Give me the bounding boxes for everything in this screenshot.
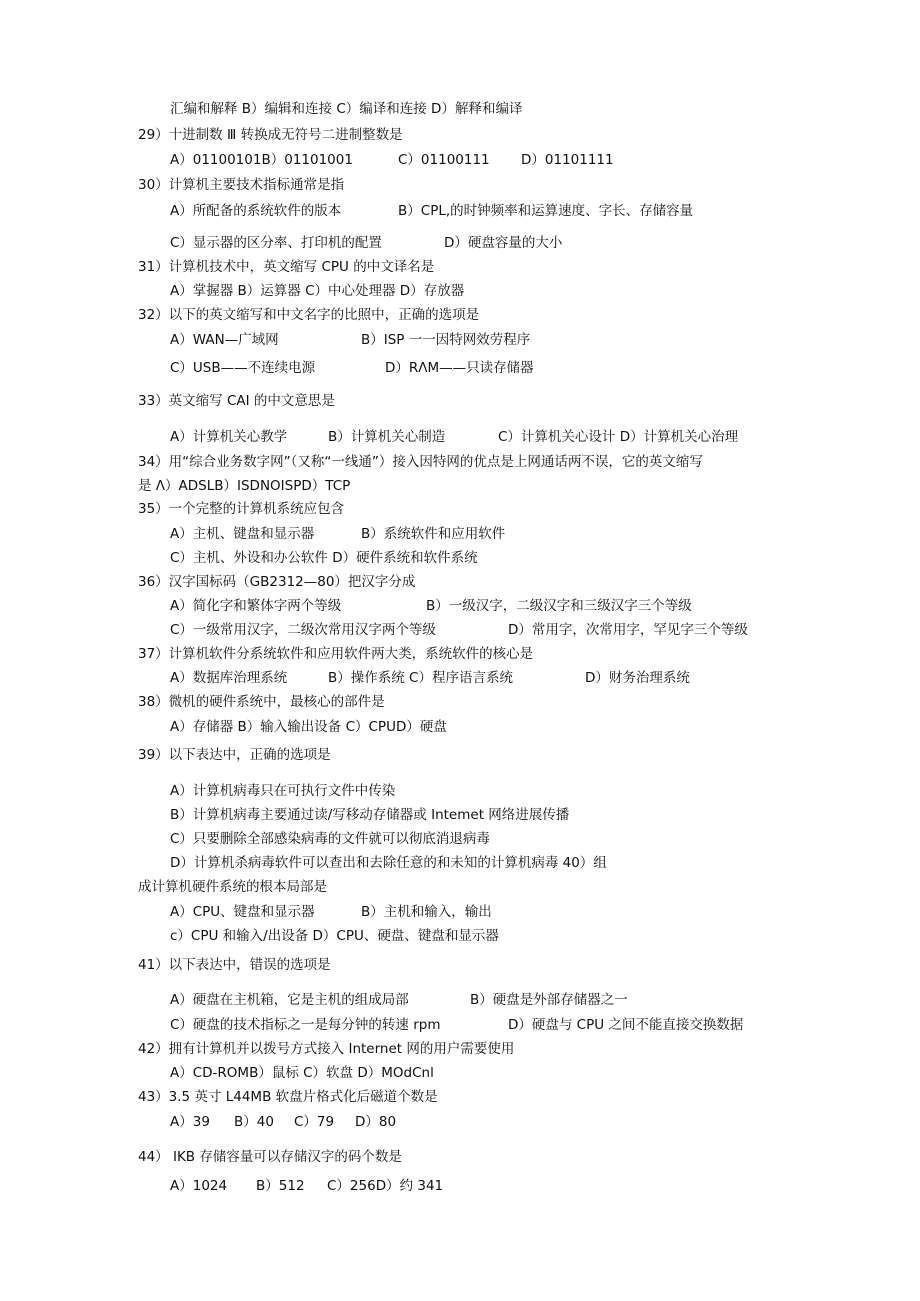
question-text: 35）一个完整的计算机系统应包含 bbox=[138, 501, 345, 517]
question-text: 44） IKB 存储容量可以存储汉字的码个数是 bbox=[138, 1149, 402, 1165]
option-c: C）一级常用汉字，二级次常用汉字两个等级 bbox=[170, 622, 436, 638]
question-text: 29）十进制数 Ⅲ 转换成无符号二进制整数是 bbox=[138, 127, 403, 143]
option-b: B）CPL,的时钟频率和运算速度、字长、存储容量 bbox=[398, 203, 694, 219]
option-c: C）01100111 bbox=[398, 152, 490, 168]
option-d: D）财务治理系统 bbox=[585, 670, 690, 686]
option-b: B）ISP 一一因特网效劳程序 bbox=[361, 332, 531, 348]
option-a: A）简化字和繁体字两个等级 bbox=[170, 598, 342, 614]
question-text: 43）3.5 英寸 L44MB 软盘片格式化后磁道个数是 bbox=[138, 1089, 438, 1105]
option-c: C）只要删除全部感染病毒的文件就可以彻底消退病毒 bbox=[170, 831, 490, 847]
options: A）存储器 B）输入输出设备 C）CPUD）硬盘 bbox=[170, 719, 447, 735]
option-d: D）计算机杀病毒软件可以查出和去除任意的和未知的计算机病毒 40）组 bbox=[170, 855, 607, 871]
option-b: B）512 bbox=[256, 1178, 305, 1194]
option-cd: C）计算机关心设计 D）计算机关心治理 bbox=[498, 429, 739, 445]
option-d: D）RΛM——只读存储器 bbox=[385, 360, 534, 376]
option-d: D）硬盘与 CPU 之间不能直接交换数据 bbox=[508, 1017, 744, 1033]
option-cd: c）CPU 和输入/出设备 D）CPU、硬盘、键盘和显示器 bbox=[170, 928, 499, 944]
option-d: D）80 bbox=[355, 1114, 397, 1130]
option-a: A）计算机病毒只在可执行文件中传染 bbox=[170, 783, 396, 799]
option-a: A）所配备的系统软件的版本 bbox=[170, 203, 342, 219]
question-text: 成计算机硬件系统的根本局部是 bbox=[138, 879, 327, 895]
question-text: 37）计算机软件分系统软件和应用软件两大类，系统软件的核心是 bbox=[138, 646, 534, 662]
question-text: 39）以下表达中，正确的选项是 bbox=[138, 747, 331, 763]
question-text: 31）计算机技术中，英文缩写 CPU 的中文译名是 bbox=[138, 259, 435, 275]
option-d: D）常用字，次常用字，罕见字三个等级 bbox=[508, 622, 748, 638]
question-text: 41）以下表达中，错误的选项是 bbox=[138, 957, 331, 973]
option-bc: B）操作系统 C）程序语言系统 bbox=[328, 670, 513, 686]
question-text: 30）计算机主要技术指标通常是指 bbox=[138, 177, 345, 193]
option-cd: C）主机、外设和办公软件 D）硬件系统和软件系统 bbox=[170, 550, 478, 566]
option-c: C）79 bbox=[294, 1114, 335, 1130]
option-a: A）主机、键盘和显示器 bbox=[170, 526, 315, 542]
option-a: A）硬盘在主机箱，它是主机的组成局部 bbox=[170, 992, 409, 1008]
option-b: B）计算机病毒主要通过读/写移动存储器或 Intemet 网络进展传播 bbox=[170, 807, 570, 823]
options: A）掌握器 B）运算器 C）中心处理器 D）存放器 bbox=[170, 283, 465, 299]
option-a: A）计算机关心教学 bbox=[170, 429, 288, 445]
option-a: A）1024 bbox=[170, 1178, 228, 1194]
option-cd: C）256D）约 341 bbox=[327, 1178, 444, 1194]
options: A）CD-ROMB）鼠标 C）软盘 D）MOdCnl bbox=[170, 1065, 434, 1081]
question-text: 34）用“综合业务数字网”（又称“一线通”）接入因特网的优点是上网通话两不误，它的英文缩写 bbox=[138, 454, 703, 470]
option-b: B）一级汉字，二级汉字和三级汉字三个等级 bbox=[426, 598, 692, 614]
option-d: D）硬盘容量的大小 bbox=[444, 235, 563, 251]
question-text: 36）汉字国标码（GB2312—80）把汉字分成 bbox=[138, 574, 416, 590]
option-a: A）CPU、键盘和显示器 bbox=[170, 904, 315, 920]
option-ab: A）01100101B）01101001 bbox=[170, 152, 353, 168]
option-a: A）39 bbox=[170, 1114, 210, 1130]
option-b: B）系统软件和应用软件 bbox=[361, 526, 506, 542]
option-b: B）主机和输入，输出 bbox=[361, 904, 492, 920]
question-text: 38）微机的硬件系统中，最核心的部件是 bbox=[138, 694, 385, 710]
option-d: D）01101111 bbox=[521, 152, 614, 168]
option-c: C）显示器的区分率、打印机的配置 bbox=[170, 235, 382, 251]
question-text: 32）以下的英文缩写和中文名字的比照中，正确的选项是 bbox=[138, 307, 480, 323]
option-b: B）硬盘是外部存储器之一 bbox=[470, 992, 628, 1008]
option-b: B）计算机关心制造 bbox=[328, 429, 446, 445]
text: 汇编和解释 B）编辑和连接 C）编译和连接 D）解释和编译 bbox=[170, 101, 523, 117]
option-a: A）数据库治理系统 bbox=[170, 670, 288, 686]
question-text: 33）英文缩写 CAI 的中文意思是 bbox=[138, 393, 335, 409]
question-text: 42）拥有计算机并以拨号方式接入 Internet 网的用户需要使用 bbox=[138, 1041, 515, 1057]
option-c: C）硬盘的技术指标之一是每分钟的转速 rpm bbox=[170, 1017, 441, 1033]
option-b: B）40 bbox=[234, 1114, 274, 1130]
option-a: A）WAN—广域网 bbox=[170, 332, 279, 348]
option-c: C）USB——不连续电源 bbox=[170, 360, 316, 376]
options: 是 Λ）ADSLB）ISDNOISPD）TCP bbox=[138, 478, 351, 494]
